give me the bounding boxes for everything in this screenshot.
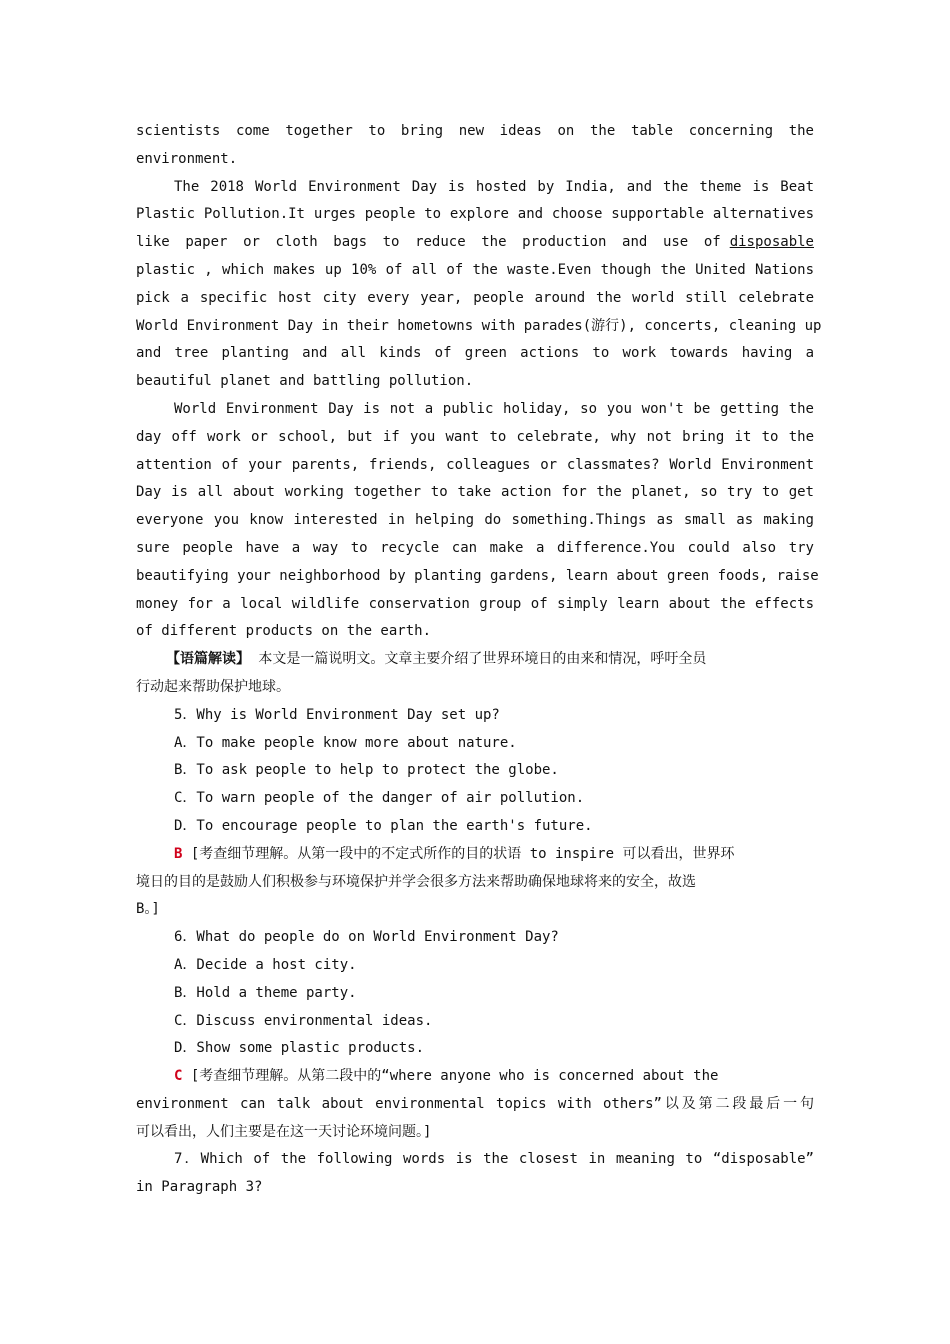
text-line: scientists come together to bring new ideas on the table concerning the [136,123,814,139]
explanation-line: B。] [136,901,160,918]
option-b: B．To ask people to help to protect the globe. [174,762,559,779]
paragraph-2 [136,174,822,396]
question-stem: 6．What do people do on World Environment Day? [174,929,559,946]
text-line: 行动起来帮助保护地球。 [136,678,290,695]
question-stem: in Paragraph 3? [136,1179,263,1196]
text-line [136,229,814,257]
option-b: B．Hold a theme party. [174,984,357,1001]
text-line: beautiful planet and battling pollution. [136,373,474,390]
underlined-word-disposable: disposable [729,234,814,251]
answer-letter: C [174,1068,183,1085]
explanation-text: [考查细节理解。从第二段中的“where anyone who is concerned about the [182,1068,719,1085]
text-line: beautifying your neighborhood by planting gardens, learn about green foods, raise [136,567,819,584]
explanation-line: 可以看出，人们主要是在这一天讨论环境问题。] [136,1123,432,1140]
text-line: Day is all about working together to take action for the planet, so try to get [136,484,814,501]
text-line: sure people have a way to recycle can make a difference.You could also try [136,539,814,556]
explanation-line: environment can talk about environmental topics with others”以及第二段最后一句 [136,1095,814,1112]
text-line: World Environment Day in their hometowns with parades(游行), concerts, cleaning up [136,317,822,334]
text-segment: like paper or cloth bags to reduce the production and use of [136,234,721,251]
option-c: C．Discuss environmental ideas. [174,1012,433,1029]
paragraph-1 [136,118,814,174]
analysis-label: 【语篇解读】 [166,651,250,668]
document-page [136,118,822,1202]
explanation-line [136,841,814,869]
question-stem: 7．Which of the following words is the closest in meaning to “disposable” [174,1151,814,1168]
option-a: A．Decide a host city. [174,956,357,973]
question-6 [136,924,814,1146]
option-d: D．Show some plastic products. [174,1040,425,1057]
question-5 [136,702,814,924]
option-d: D．To encourage people to plan the earth's future. [174,817,593,834]
text-line: environment. [136,150,238,167]
option-c: C．To warn people of the danger of air pollution. [174,790,585,807]
text-line: of different products on the earth. [136,623,432,640]
explanation-line: 境日的目的是鼓励人们积极参与环境保护并学会很多方法来帮助确保地球将来的安全，故选 [136,873,696,890]
text-line: plastic , which makes up 10% of all of the waste.Even though the United Nations [136,261,814,278]
text-line: World Environment Day is not a public holiday, so you won't be getting the [174,400,814,417]
text-line [136,646,814,674]
text-line: The 2018 World Environment Day is hosted by India, and the theme is Beat [174,178,814,195]
answer-letter: B [174,845,183,862]
text-line: money for a local wildlife conservation group of simply learn about the effects [136,595,814,612]
analysis-text: 本文是一篇说明文。文章主要介绍了世界环境日的由来和情况，呼吁全员 [250,651,707,668]
explanation-text: [考查细节理解。从第一段中的不定式所作的目的状语 to inspire 可以看出，世界环 [182,845,735,862]
option-a: A．To make people know more about nature. [174,734,517,751]
text-line: everyone you know interested in helping do something.Things as small as making [136,512,814,529]
text-line: attention of your parents, friends, colleagues or classmates? World Environment [136,456,814,473]
question-7 [136,1146,814,1202]
text-line: day off work or school, but if you want to celebrate, why not bring it to the [136,428,814,445]
explanation-line [136,1063,814,1091]
text-line: and tree planting and all kinds of green actions to work towards having a [136,345,814,362]
text-line: Plastic Pollution.It urges people to explore and choose supportable alternatives [136,206,814,223]
passage-analysis [136,646,814,702]
text-line: pick a specific host city every year, people around the world still celebrate [136,289,814,306]
paragraph-3 [136,396,819,646]
question-stem: 5．Why is World Environment Day set up? [174,706,500,723]
